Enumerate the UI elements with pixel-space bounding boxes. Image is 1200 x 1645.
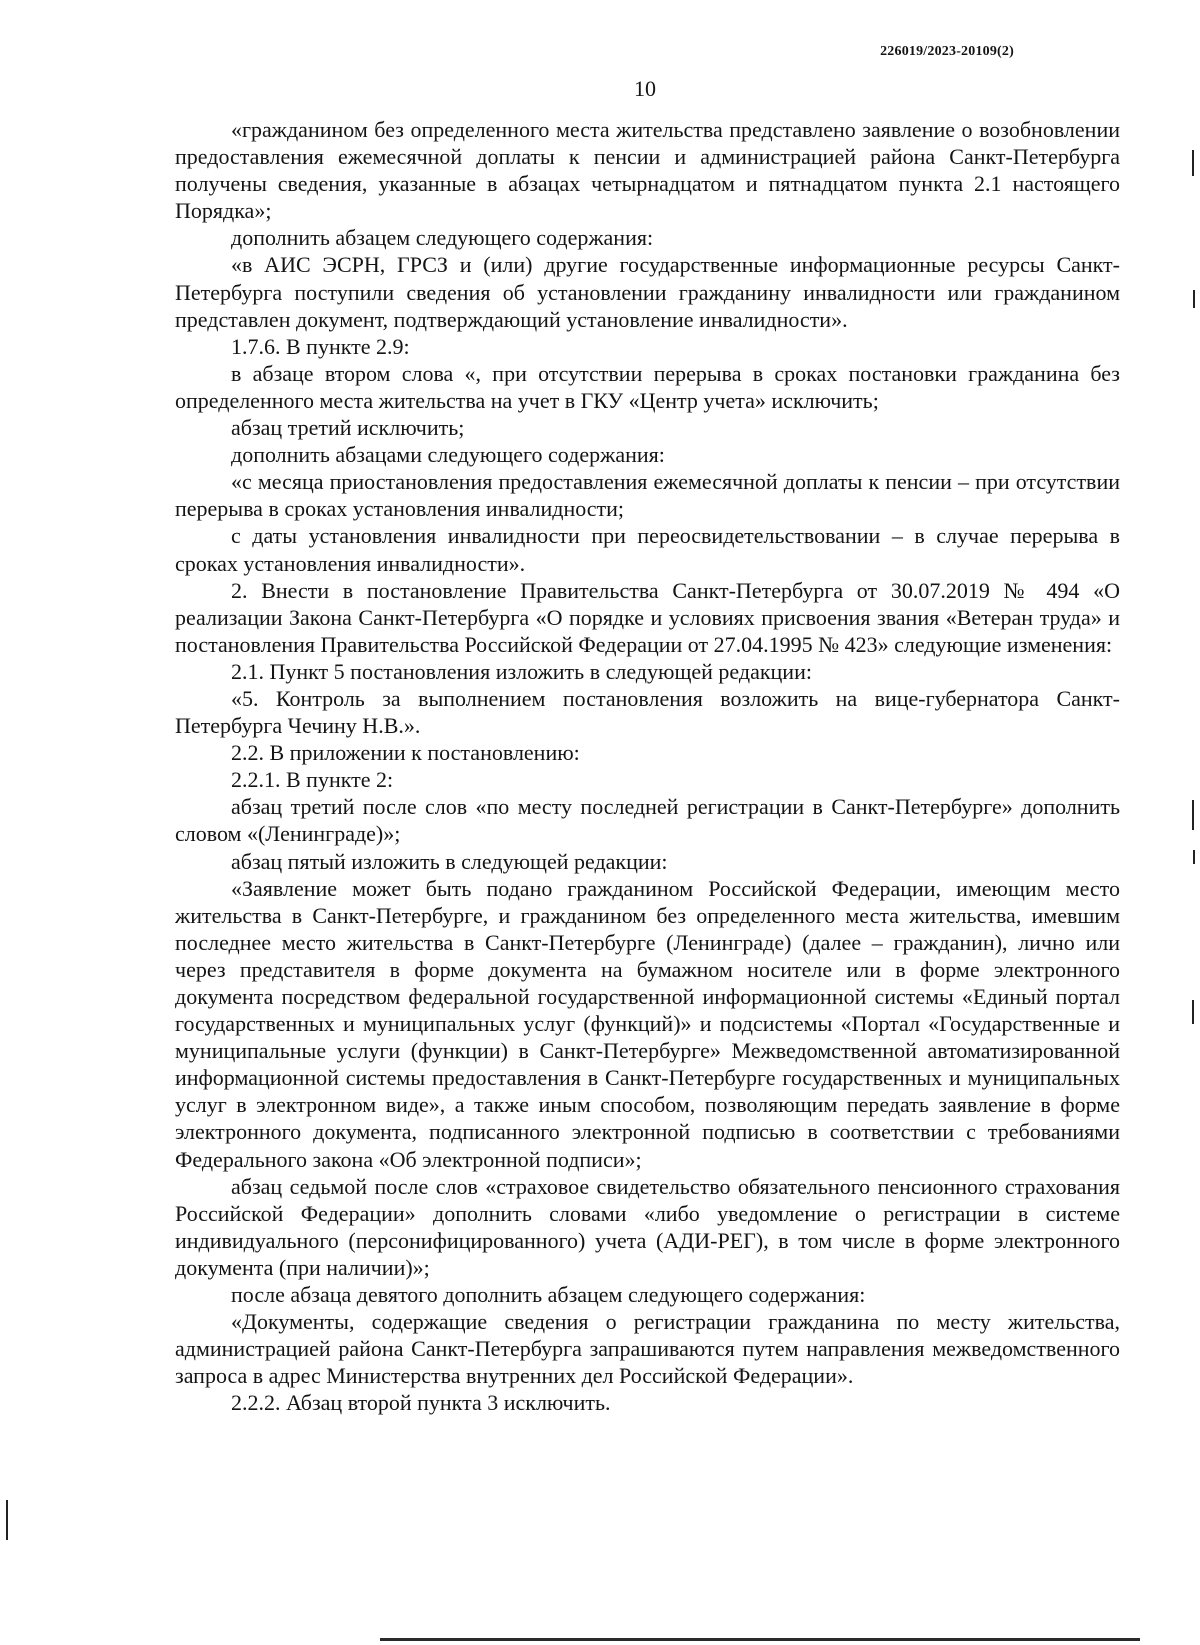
paragraph: «в АИС ЭСРН, ГРСЗ и (или) другие государственные информационные ресурсы Санкт-Петербурга поступили сведения об установлении гражданину инвалидности или гражданином представлен документ, подтверждающий установление инвалидности». — [175, 252, 1120, 332]
paragraph: после абзаца девятого дополнить абзацем следующего содержания: — [231, 1282, 866, 1308]
scan-mark — [1192, 1000, 1194, 1024]
scan-bottom-edge — [380, 1638, 1140, 1641]
paragraph: «5. Контроль за выполнением постановления возложить на вице-губернатора Санкт-Петербурга Чечину Н.В.». — [175, 685, 1120, 739]
paragraph: 2.2.1. В пункте 2: — [231, 767, 394, 793]
scan-mark — [1193, 290, 1195, 308]
scan-mark — [6, 1500, 8, 1540]
paragraph: «гражданином без определенного места жительства представлено заявление о возобновлении предоставления ежемесячной доплаты к пенсии и администрацией района Санкт-Петербурга получены сведения, указанные в абзацах четырнадцатом и пятнадцатом пункта 2.1 настоящего Порядка»; — [175, 117, 1120, 224]
paragraph: «Документы, содержащие сведения о регистрации гражданина по месту жительства, администрацией района Санкт-Петербурга запрашиваются путем направления межведомственного запроса в адрес Министерства внутренних дел Российской Федерации». — [175, 1309, 1120, 1389]
paragraph: абзац третий после слов «по месту последней регистрации в Санкт-Петербурге» дополнить словом «(Ленинграде)»; — [175, 794, 1120, 847]
paragraph: дополнить абзацами следующего содержания: — [231, 442, 665, 468]
paragraph: 1.7.6. В пункте 2.9: — [231, 333, 410, 359]
document-id: 226019/2023-20109(2) — [880, 44, 1014, 59]
paragraph: в абзаце втором слова «, при отсутствии перерыва в сроках постановки гражданина без определенного места жительства на учет в ГКУ «Центр учета» исключить; — [175, 360, 1120, 413]
paragraph: абзац пятый изложить в следующей редакции: — [231, 848, 668, 874]
paragraph: 2.2.2. Абзац второй пункта 3 исключить. — [231, 1390, 611, 1416]
paragraph: 2.2. В приложении к постановлению: — [231, 740, 580, 766]
paragraph: 2. Внести в постановление Правительства Санкт-Петербурга от 30.07.2019 № 494 «О реализации Закона Санкт-Петербурга «О порядке и условиях присвоения звания «Ветеран труда» и постановления Правительства Российской Федерации от 27.04.1995 № 423» следующие изменения: — [175, 577, 1120, 657]
paragraph: 2.1. Пункт 5 постановления изложить в следующей редакции: — [231, 658, 812, 684]
scan-mark — [1193, 850, 1195, 864]
paragraph: с даты установления инвалидности при переосвидетельствовании – в случае перерыва в сроках установления инвалидности». — [175, 523, 1120, 576]
paragraph: абзац седьмой после слов «страховое свидетельство обязательного пенсионного страхования Российской Федерации» дополнить словами «либо уведомление о регистрации в системе индивидуального (персонифицированного) учета (АДИ-РЕГ), в том числе в форме электронного документа (при наличии)»; — [175, 1173, 1120, 1280]
document-body — [175, 116, 1120, 1417]
scan-mark — [1192, 800, 1194, 830]
page-number: 10 — [634, 76, 656, 101]
paragraph: дополнить абзацем следующего содержания: — [231, 225, 654, 251]
paragraph: абзац третий исключить; — [231, 415, 465, 441]
scan-mark — [1192, 150, 1194, 176]
paragraph: «с месяца приостановления предоставления ежемесячной доплаты к пенсии – при отсутствии перерыва в сроках установления инвалидности; — [175, 469, 1120, 522]
paragraph: «Заявление может быть подано гражданином Российской Федерации, имеющим место жительства в Санкт-Петербурге, и гражданином без определенного места жительства, имевшим последнее место жительства в Санкт-Петербурге (Ленинграде) (далее – гражданин), лично или через представителя в форме документа на бумажном носителе или в форме электронного документа посредством федеральной государственной информационной системы «Единый портал государственных и муниципальных услуг (функций)» и подсистемы «Портал «Государственные и муниципальные услуги (функции) в Санкт-Петербурге» Межведомственной автоматизированной информационной системы предоставления в Санкт-Петербурге государственных и муниципальных услуг в электронном виде», а также иным способом, позволяющим передать заявление в форме электронного документа, подписанного электронной подписью в соответствии с требованиями Федерального закона «Об электронной подписи»; — [175, 875, 1120, 1172]
